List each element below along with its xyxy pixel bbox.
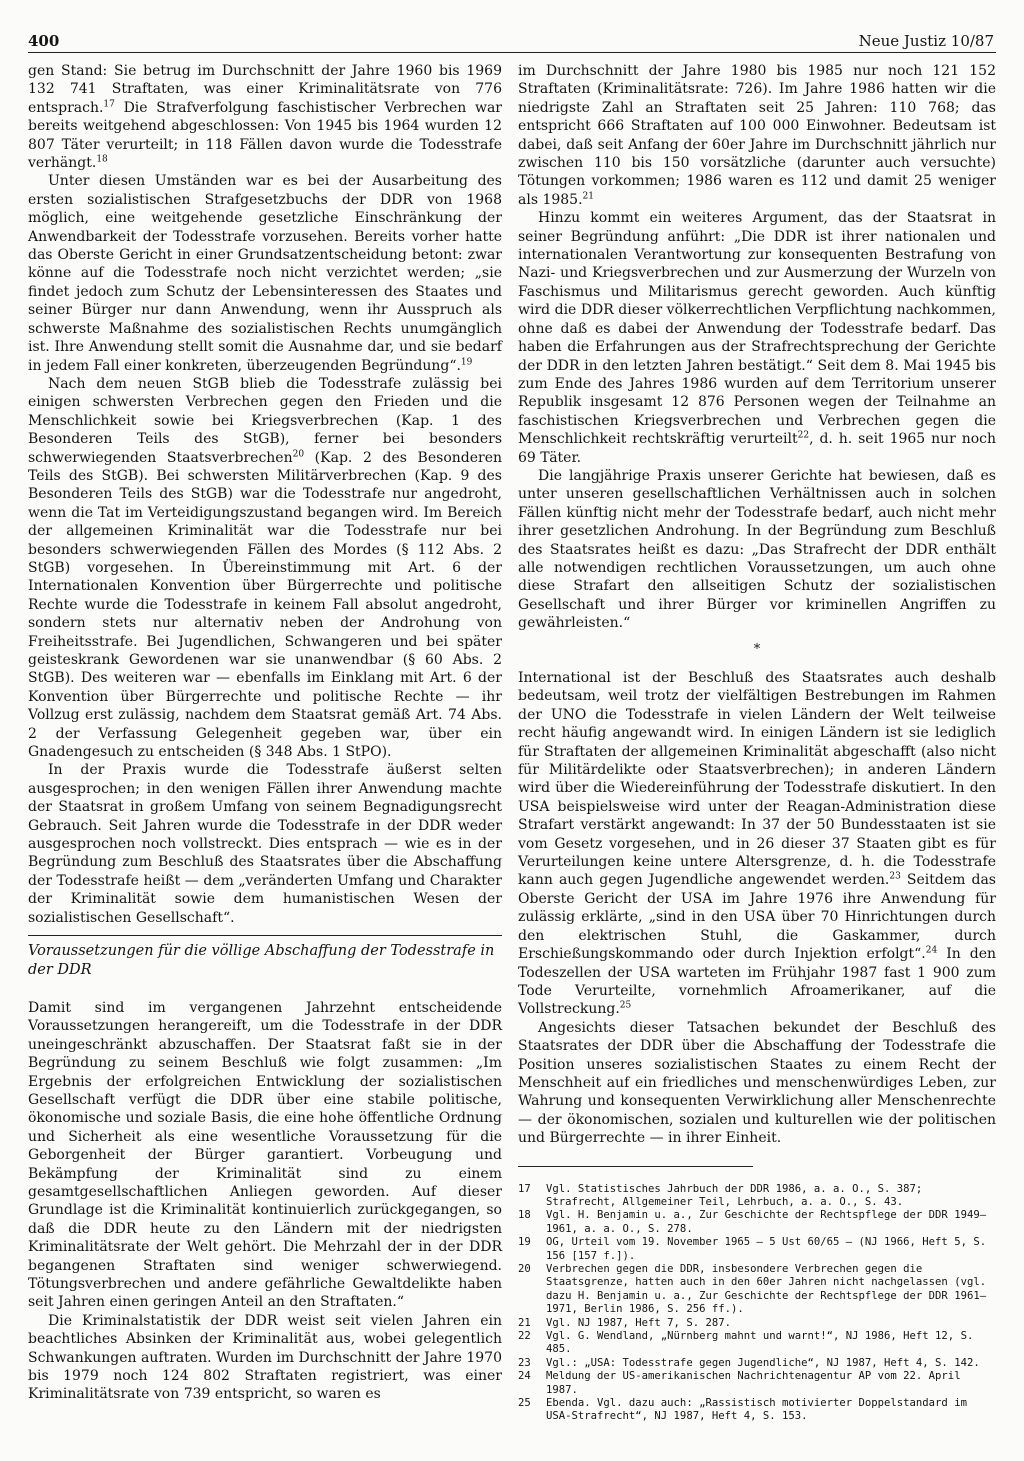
- footnote: [518, 1236, 996, 1263]
- paragraph: Damit sind im vergangenen Jahrzehnt entscheidende Voraussetzungen herangereift, um die Todesstrafe in der DDR uneingeschränkt abzuschaffen. Der Staatsrat faßt sie in der Begründung zu seinem Beschluß wie folgt zusammen: „Im Ergebnis der erfolgreichen Entwicklung der sozialistischen Gesellschaft verfügt die DDR über eine stabile politische, ökonomische und soziale Basis, die eine hohe öffentliche Ordnung und Sicherheit als eine wesentliche Voraussetzung für die Geborgenheit der Bürger garantiert. Vorbeugung und Bekämpfung der Kriminalität sind zu einem gesamtgesellschaftlichen Anliegen geworden. Auf dieser Grundlage ist die Kriminalität kontinuierlich zurückgegangen, so daß die DDR heute zu den Ländern mit der niedrigsten Kriminalitätsrate der Welt gehört. Die Mehrzahl der in der DDR begangenen Straftaten sind weniger schwerwiegend. Tötungsverbrechen und andere gefährliche Gewaltdelikte haben seit Jahren einen geringen Anteil an den Straftaten.“: [28, 999, 502, 1311]
- footnote-number: 19: [518, 1236, 531, 1249]
- footnote-number: 23: [518, 1356, 531, 1369]
- footnote-text: Vgl. NJ 1987, Heft 7, S. 287.: [546, 1316, 731, 1329]
- footnote-ref[interactable]: 20: [292, 448, 305, 459]
- footnote-number: 21: [518, 1316, 531, 1329]
- footnote-ref[interactable]: 25: [619, 1000, 632, 1011]
- footnote-number: 25: [518, 1397, 531, 1410]
- footnote-text: Ebenda. Vgl. dazu auch: „Rassistisch motivierter Doppelstandard im USA-Strafrecht“, NJ 1987, Heft 4, S. 153.: [546, 1397, 967, 1423]
- page-number: 400: [28, 32, 60, 50]
- footnote-text: Verbrechen gegen die DDR, insbesondere Verbrechen gegen die Staatsgrenze, hatten auch in den 60er Jahren nicht nachgelassen (vgl. dazu H. Benjamin u. a., Zur Geschichte der Rechtspflege der DDR 1961—1971, Berlin 1986, S. 256 ff.).: [546, 1263, 987, 1316]
- document-page: [28, 22, 996, 1442]
- header-rule: [28, 52, 996, 53]
- paragraph: Nach dem neuen StGB blieb die Todesstrafe zulässig bei einigen schwersten Verbrechen gegen den Frieden und die Menschlichkeit sowie bei Kriegsverbrechen (Kap. 1 des Besonderen Teils des StGB), ferner bei besonders schwerwiegenden Staatsverbrechen$^{20}$ (Kap. 2 des Besonderen Teils des StGB). Bei schwersten Militärverbrechen (Kap. 9 des Besonderen Teils des StGB) war die Todesstrafe nur angedroht, wenn die Tat im Verteidigungszustand begangen wird. Im Bereich der allgemeinen Kriminalität war die Todesstrafe nur bei besonders schwerwiegenden Fällen des Mordes (§ 112 Abs. 2 StGB) vorgesehen. In Übereinstimmung mit Art. 6 der Internationalen Konvention über Bürgerrechte und politische Rechte wurde die Todesstrafe in keinem Fall absolut angedroht, sondern stets nur alternativ neben der Androhung von Freiheitsstrafe. Bei Jugendlichen, Schwangeren und bei später geisteskrank Gewordenen war sie unanwendbar (§ 60 Abs. 2 StGB). Des weiteren war — ebenfalls im Einklang mit Art. 6 der Konvention über Bürgerrechte und politische Rechte — ihr Vollzug erst zulässig, nachdem dem Staatsrat gemäß Art. 74 Abs. 2 der Verfassung Gelegenheit gegeben war, über ein Gnadengesuch zu entscheiden (§ 348 Abs. 1 StPO).: [28, 375, 503, 761]
- footnote-ref[interactable]: 19: [460, 356, 473, 367]
- paragraph: In der Praxis wurde die Todesstrafe äußerst selten ausgesprochen; in den wenigen Fällen ihrer Anwendung machte der Staatsrat in großem Umfang von seinem Begnadigungsrecht Gebrauch. Seit Jahren wurde die Todesstrafe in der DDR weder ausgesprochen noch vollstreckt. Dies entsprach — wie es in der Begründung zum Beschluß des Staatsrates über die Abschaffung der Todesstrafe heißt — dem „veränderten Umfang und Charakter der Kriminalität sowie dem humanistischen Wesen der sozialistischen Gesellschaft“.: [28, 762, 502, 926]
- footnote-ref[interactable]: 18: [96, 154, 108, 165]
- page-header: [28, 22, 996, 56]
- footnote-number: 20: [518, 1263, 531, 1275]
- footnote-ref[interactable]: 24: [925, 945, 938, 956]
- paragraph: im Durchschnitt der Jahre 1980 bis 1985 nur noch 121 152 Straftaten (Kriminalitätsrate: 726). Im Jahre 1986 hatten wir die niedrigste Zahl an Straftaten seit 25 Jahren: 110 768; das entspricht 666 Straftaten auf 100 000 Einwohner. Bedeutsam ist dabei, daß seit Anfang der 60er Jahre im Durchschnitt jährlich nur zwischen 110 bis 150 vorsätzliche (darunter auch versuchte) Tötungen vorkommen; 1986 waren es 112 und damit 25 weniger als 1985.21: [518, 63, 996, 208]
- footnote-text: OG, Urteil vom 19. November 1965 — 5 Ust 60/65 — (NJ 1966, Heft 5, S. 156 [157 f.]).: [546, 1236, 987, 1262]
- journal-issue: Neue Justiz 10/87: [858, 32, 994, 50]
- left-column: [28, 62, 502, 1404]
- footnote-number: 22: [518, 1330, 531, 1343]
- footnote-number: 17: [518, 1182, 531, 1195]
- footnote-ref[interactable]: 23: [889, 871, 901, 882]
- right-column: [518, 62, 996, 1424]
- section-separator: *: [753, 641, 761, 657]
- footnote: [518, 1317, 996, 1330]
- footnote-ref[interactable]: 17: [103, 99, 115, 110]
- paragraph: gen Stand: Sie betrug im Durchschnitt der Jahre 1960 bis 1969 132 741 Straftaten, was einer Kriminalitätsrate von 776 entsprach.$^{17}$ Die Strafverfolgung faschistischer Verbrechen war bereits weitgehend abgeschlossen: Von 1945 bis 1964 wurden 12 807 Täter verurteilt; in 118 Fällen davon wurde die Todesstrafe verhängt.$^{18}$: [28, 63, 502, 172]
- footnote-text: Vgl. G. Wendland, „Nürnberg mahnt und warnt!“, NJ 1986, Heft 12, S. 485.: [546, 1330, 974, 1356]
- paragraph: Angesichts dieser Tatsachen bekundet der Beschluß des Staatsrates der DDR über die Abschaffung der Todesstrafe die Position unseres sozialistischen Staates zu einem Recht der Menschheit auf ein friedliches und menschenwürdiges Leben, zur Wahrung und konsequenten Verwirklichung aller Menschenrechte — der ökonomischen, sozialen und kulturellen wie der politischen und Bürgerrechte — in ihrer Einheit.: [518, 1019, 996, 1147]
- footnote: [518, 1397, 996, 1424]
- paragraph: Die Kriminalstatistik der DDR weist seit vielen Jahren ein beachtliches Absinken der Kriminalität aus, wobei gelegentlich Schwankungen auftraten. Wurden im Durchschnitt der Jahre 1970 bis 1979 noch 124 802 Straftaten registriert, was einer Kriminalitätsrate von 739 entspricht, so waren es: [28, 1312, 502, 1403]
- paragraph: Hinzu kommt ein weiteres Argument, das der Staatsrat in seiner Begründung anführt: „Die DDR ist ihrer nationalen und internationalen Verantwortung zur konsequenten Bestrafung von Nazi- und Kriegsverbrechen und zur Ausmerzung der Wurzeln von Faschismus und Militarismus gerecht geworden. Auch künftig wird die DDR dieser völkerrechtlichen Verpflichtung nachkommen, ohne daß es dabei der Anwendung der Todesstrafe bedarf. Das haben die Erfahrungen aus der Strafrechtsprechung der Gerichte der DDR in den letzten Jahren bestätigt.“ Seit dem 8. Mai 1945 bis zum Ende des Jahres 1986 wurden auf dem Territorium unserer Republik insgesamt 12 876 Personen wegen der Teilnahme an faschistischen Kriegsverbrechen und Verbrechen gegen die Menschlichkeit rechtskräftig verurteilt$^{22}$, d. h. seit 1965 nur noch 69 Täter.: [518, 210, 996, 466]
- paragraph: Die langjährige Praxis unserer Gerichte hat bewiesen, daß es unter unseren gesellschaftlichen Verhältnissen auch in solchen Fällen künftig nicht mehr der Todesstrafe bedarf, auch nicht mehr ihrer gesetzlichen Androhung. In der Begründung zum Beschluß des Staatsrates heißt es dazu: „Das Strafrecht der DDR enthält alle notwendigen rechtlichen Voraussetzungen, um auch ohne diese Strafart den allseitigen Schutz der sozialistischen Gesellschaft und ihrer Bürger vor kriminellen Angriffen zu gewährleisten.“: [518, 467, 996, 632]
- footnote-ref[interactable]: 22: [797, 430, 810, 441]
- footnote: [518, 1370, 996, 1397]
- footnote-number: 24: [518, 1370, 531, 1383]
- footnote-ref[interactable]: 21: [582, 191, 594, 202]
- footnote-rule: [518, 1166, 753, 1167]
- footnote-text: Vgl.: „USA: Todesstrafe gegen Jugendliche“, NJ 1987, Heft 4, S. 142.: [546, 1356, 980, 1369]
- footnote-text: Meldung der US-amerikanischen Nachrichtenagentur AP vom 22. April 1987.: [546, 1370, 961, 1396]
- paragraph: Unter diesen Umständen war es bei der Ausarbeitung des ersten sozialistischen Strafgesetzbuchs der DDR von 1968 möglich, eine weitgehende gesetzliche Einschränkung der Anwendbarkeit der Todesstrafe vorzusehen. Bereits vorher hatte das Oberste Gericht in einer Grundsatzentscheidung betont: zwar könne auf die Todesstrafe noch nicht verzichtet werden; „sie findet jedoch zum Schutz der Lebensinteressen des Staates und seiner Bürger nur dann Anwendung, wenn ihr Ausspruch als schwerste Maßnahme des sozialistischen Rechts unumgänglich ist. Ihre Anwendung stellt somit die Ausnahme dar, und sie bedarf in jedem Fall einer konkreten, überzeugenden Begründung“.$^{19}$: [28, 173, 502, 374]
- footnote: [518, 1183, 996, 1210]
- footnotes: [518, 1183, 996, 1424]
- section-heading: Voraussetzungen für die völlige Abschaffung der Todesstrafe in der DDR: [28, 935, 502, 979]
- footnote: [518, 1357, 996, 1370]
- footnote: [518, 1330, 996, 1357]
- paragraph: International ist der Beschluß des Staatsrates auch deshalb bedeutsam, weil trotz der vielfältigen Bestrebungen im Rahmen der UNO die Todesstrafe in vielen Ländern der Welt teilweise recht häufig angewandt wird. In einigen Ländern ist sie lediglich für Straftaten der allgemeinen Kriminalität abgeschafft (also nicht für Militärdelikte oder Staatsverbrechen); in anderen Ländern wird über die Wiedereinführung der Todesstrafe diskutiert. In den USA beispielsweise wird unter der Reagan-Administration diese Strafart verstärkt angewandt: In 37 der 50 Bundesstaaten ist sie vom Gesetz vorgesehen, und in 26 dieser 37 Staaten gibt es für Verurteilungen keine untere Altersgrenze, d. h. die Todesstrafe kann auch gegen Jugendliche angewendet werden.$^{23}$ Seitdem das Oberste Gericht der USA im Jahre 1976 ihre Anwendung für zulässig erklärte, „sind in den USA über 70 Hinrichtungen durch den elektrischen Stuhl, die Gaskammer, durch Erschießungskommando oder durch Injektion erfolgt“.$^{24}$ In den Todeszellen der USA warteten im Frühjahr 1987 fast 1 900 zum Tode Verurteilte, vornehmlich Afroamerikaner, auf die Vollstreckung.$^{25}$: [518, 670, 996, 1018]
- footnote-text: Vgl. H. Benjamin u. a., Zur Geschichte der Rechtspflege der DDR 1949—1961, a. a. O., S. 278.: [546, 1209, 987, 1235]
- footnote-number: 18: [518, 1209, 531, 1222]
- footnote-text: Vgl. Statistisches Jahrbuch der DDR 1986, a. a. O., S. 387; Strafrecht, Allgemeiner Teil, Lehrbuch, a. a. O., S. 43.: [546, 1182, 923, 1208]
- footnote: [518, 1263, 996, 1317]
- footnote: [518, 1209, 996, 1236]
